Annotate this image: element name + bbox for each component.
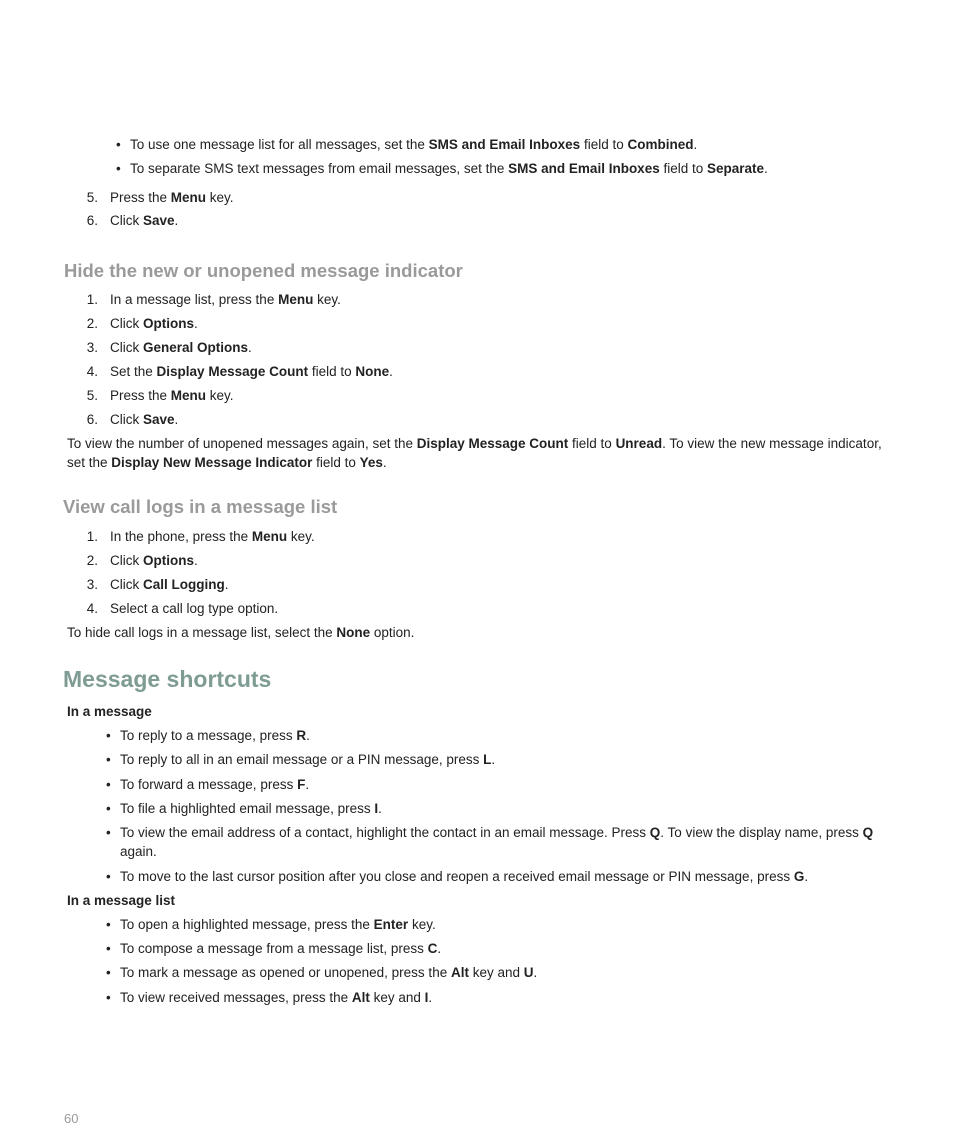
list-item: • To separate SMS text messages from email messages, set the SMS and Email Inboxes field to Separate. bbox=[130, 161, 768, 176]
list-item: • To view the email address of a contact, highlight the contact in an email message. Press Q. To view the display name, press Q bbox=[120, 825, 873, 840]
section-heading: Hide the new or unopened message indicator bbox=[64, 260, 463, 281]
subheading: In a message bbox=[67, 704, 152, 719]
main-heading: Message shortcuts bbox=[63, 666, 272, 692]
list-item: • To compose a message from a message list, press C. bbox=[120, 941, 441, 956]
page-number: 60 bbox=[64, 1111, 79, 1126]
subheading: In a message list bbox=[67, 893, 176, 908]
list-item: • To reply to all in an email message or a PIN message, press L. bbox=[120, 752, 495, 767]
list-item: again. bbox=[120, 844, 157, 859]
list-item: • To forward a message, press F. bbox=[120, 777, 309, 792]
list-item: • To move to the last cursor position after you close and reopen a received email message or PIN message, press G. bbox=[120, 869, 808, 884]
list-item: • To mark a message as opened or unopened, press the Alt key and U. bbox=[120, 965, 537, 980]
note-text: To hide call logs in a message list, select the None option. bbox=[67, 625, 415, 640]
list-item: • To view received messages, press the Alt key and I. bbox=[120, 990, 432, 1005]
note-text: To view the number of unopened messages again, set the Display Message Count field to Unread. To view the new message indicator, bbox=[67, 436, 882, 451]
list-item: • To open a highlighted message, press the Enter key. bbox=[120, 917, 436, 932]
list-item: • To use one message list for all messages, set the SMS and Email Inboxes field to Combined. bbox=[130, 137, 697, 152]
section-heading: View call logs in a message list bbox=[63, 496, 338, 517]
document-page: • To use one message list for all messages, set the SMS and Email Inboxes field to Combined. • To separate SMS text messages from email messages, set the SMS and Email Inboxes field to Separate. 5. Press the Menu key. 6. Click Save. Hide the new or unopened message indicator 1. In a message list, press the Menu key. 2. Click Options. 3. Click General Options. 4. Set the Display Message Count field to None. 5. Press the Menu key. 6. Click Save. To view the number of unopened messages again, set the Display Message Count field to Unread. To view the new message indicator, set the Display New Message Indicator field to Yes. View call logs in a message list 1. In the phone, press the Menu key. 2. Click Options. 3. Click Call Logging. 4. Select a call log type option. To hide call logs in a message list, select the None option. Message shortcuts In a message • To reply to a message, press R. • To reply to all in an email message or a PIN message, press L. • To forward a message, press F. • To file a highlighted email message, press I. • To view the email address of a contact, highlight the contact in an email message. Press Q. To view the display name, press Q again. • To move to the last cursor position after you close and reopen a received email message or PIN message, press G. In a message list • To open a highlighted message, press the Enter key. • To compose a message from a message list, press C. • To mark a message as opened or unopened, press the Alt key and U. • To view received messages, press the Alt key and I. 60 bbox=[0, 0, 954, 1145]
list-item: • To reply to a message, press R. bbox=[120, 728, 310, 743]
list-item: • To file a highlighted email message, press I. bbox=[120, 801, 382, 816]
note-text: set the Display New Message Indicator field to Yes. bbox=[67, 455, 387, 470]
